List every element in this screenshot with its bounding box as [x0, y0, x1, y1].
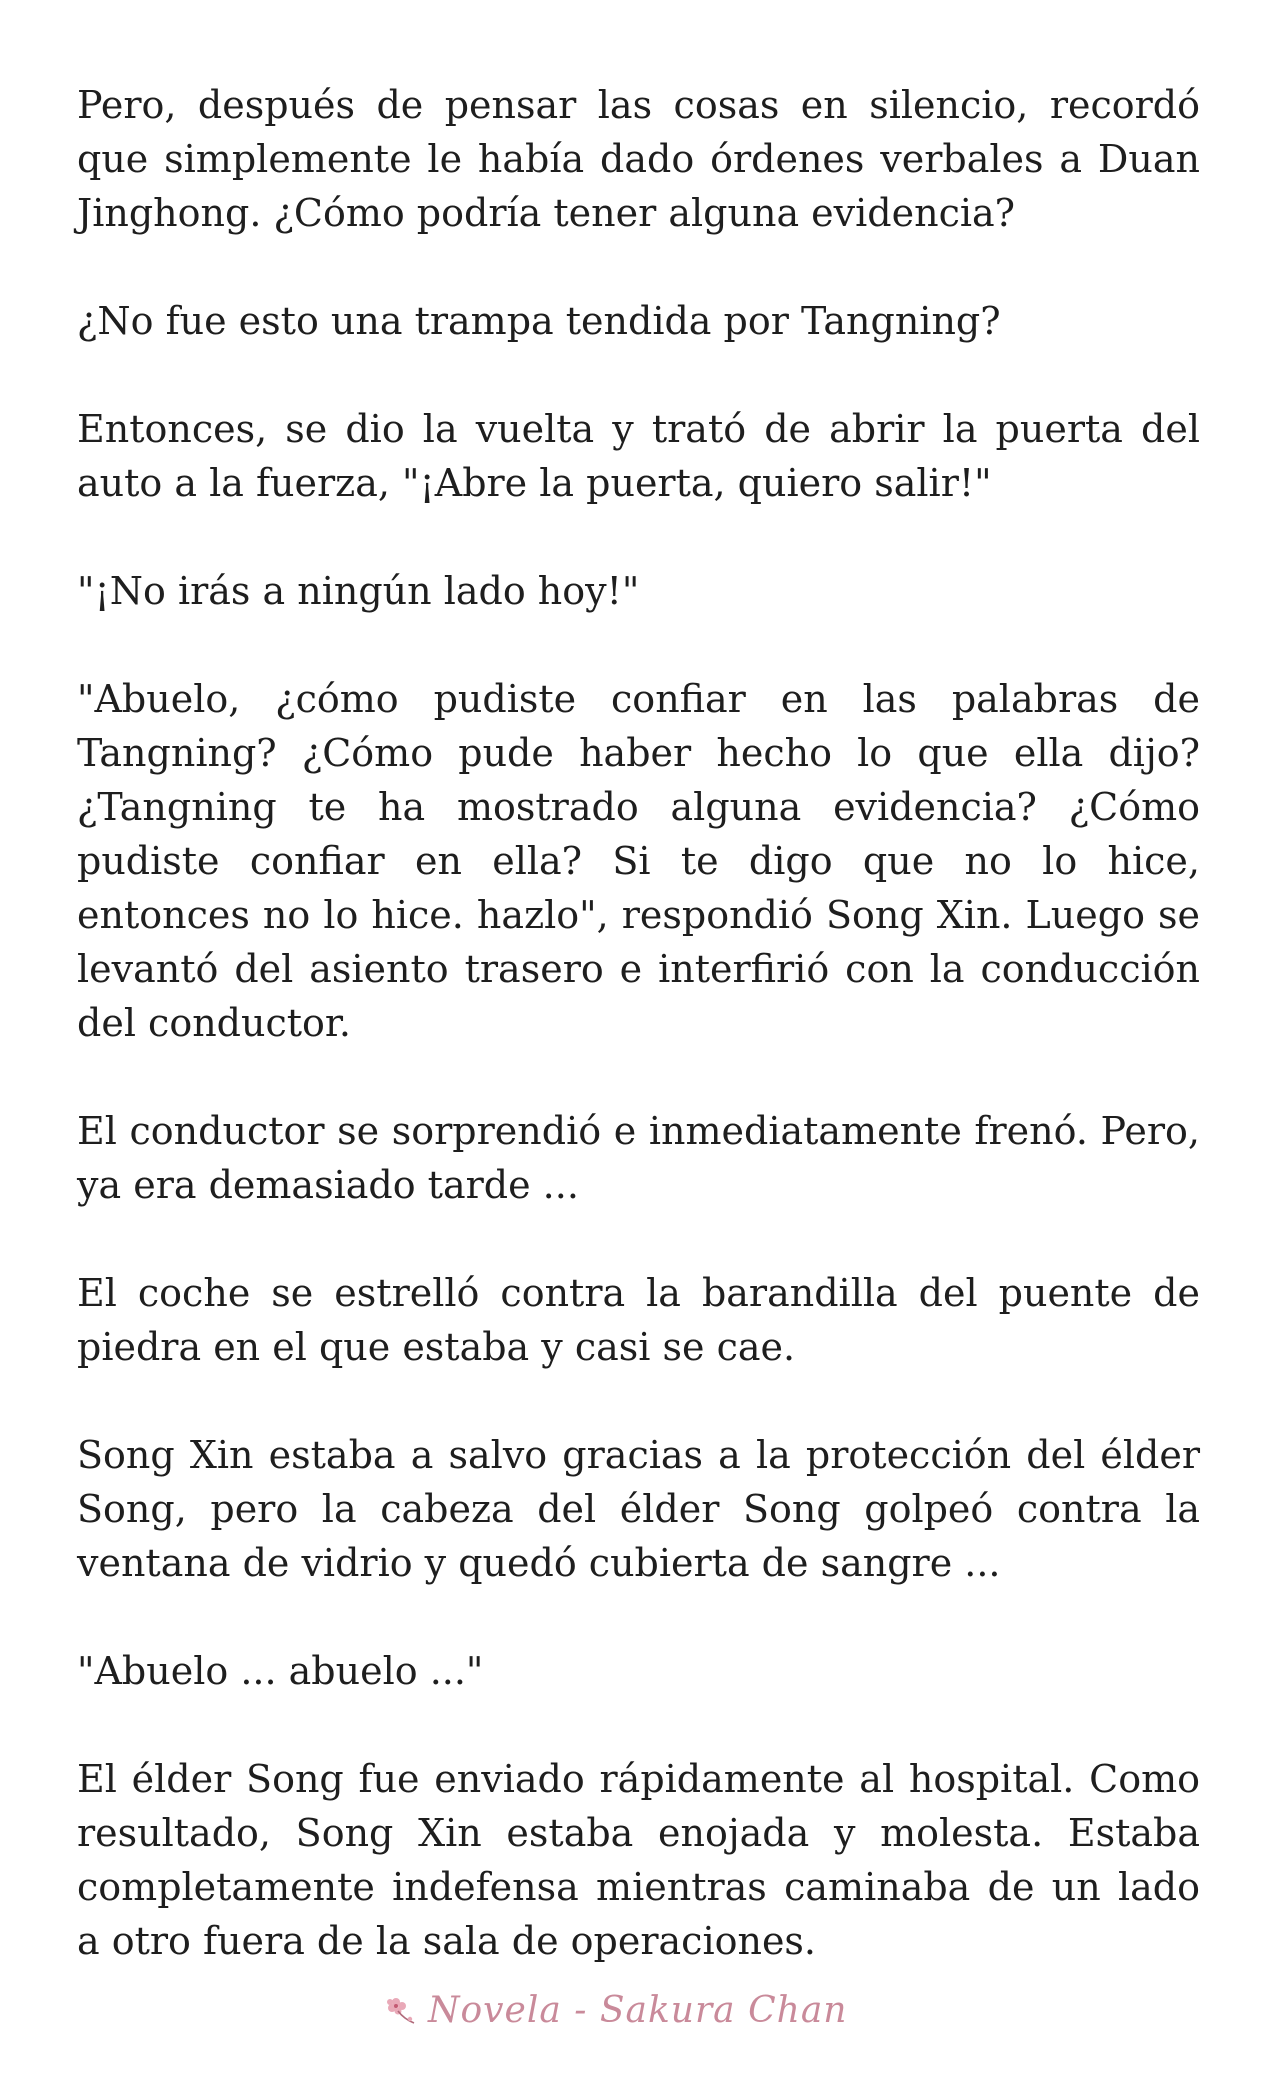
cherry-blossom-icon — [384, 1993, 420, 2029]
paragraph-6: El conductor se sorprendió e inmediatamente frenó. Pero, ya era demasiado tarde ... — [77, 1109, 1200, 1207]
paragraph-4: "¡No irás a ningún lado hoy!" — [77, 569, 640, 613]
watermark-text: Novela - Sakura Chan — [428, 1990, 848, 2031]
paragraph-1: Pero, después de pensar las cosas en silencio, recordó que simplemente le había dado órdenes verbales a Duan Jinghong. ¿Cómo podría tener alguna evidencia? — [77, 83, 1200, 235]
watermark — [384, 1990, 847, 2031]
paragraph-7: El coche se estrelló contra la barandilla del puente de piedra en el que estaba y casi se cae. — [77, 1271, 1200, 1369]
paragraph-8: Song Xin estaba a salvo gracias a la protección del élder Song, pero la cabeza del élder Song golpeó contra la ventana de vidrio y quedó cubierta de sangre ... — [77, 1433, 1200, 1585]
paragraph-9: "Abuelo ... abuelo ..." — [77, 1649, 484, 1693]
paragraph-3: Entonces, se dio la vuelta y trató de abrir la puerta del auto a la fuerza, "¡Abre la puerta, quiero salir!" — [77, 407, 1200, 505]
paragraph-10: El élder Song fue enviado rápidamente al hospital. Como resultado, Song Xin estaba enojada y molesta. Estaba completamente indefensa mientras caminaba de un lado a otro fuera de la sala de operaciones. — [77, 1757, 1200, 1963]
paragraph-5: "Abuelo, ¿cómo pudiste confiar en las palabras de Tangning? ¿Cómo pude haber hecho lo que ella dijo? ¿Tangning te ha mostrado alguna evidencia? ¿Cómo pudiste confiar en ella? Si te digo que no lo hice, entonces no lo hice. hazlo", respondió Song Xin. Luego se levantó del asiento trasero e interfirió con la conducción del conductor. — [77, 677, 1200, 1045]
paragraph-2: ¿No fue esto una trampa tendida por Tangning? — [77, 299, 1001, 343]
document-body — [77, 78, 1200, 1968]
